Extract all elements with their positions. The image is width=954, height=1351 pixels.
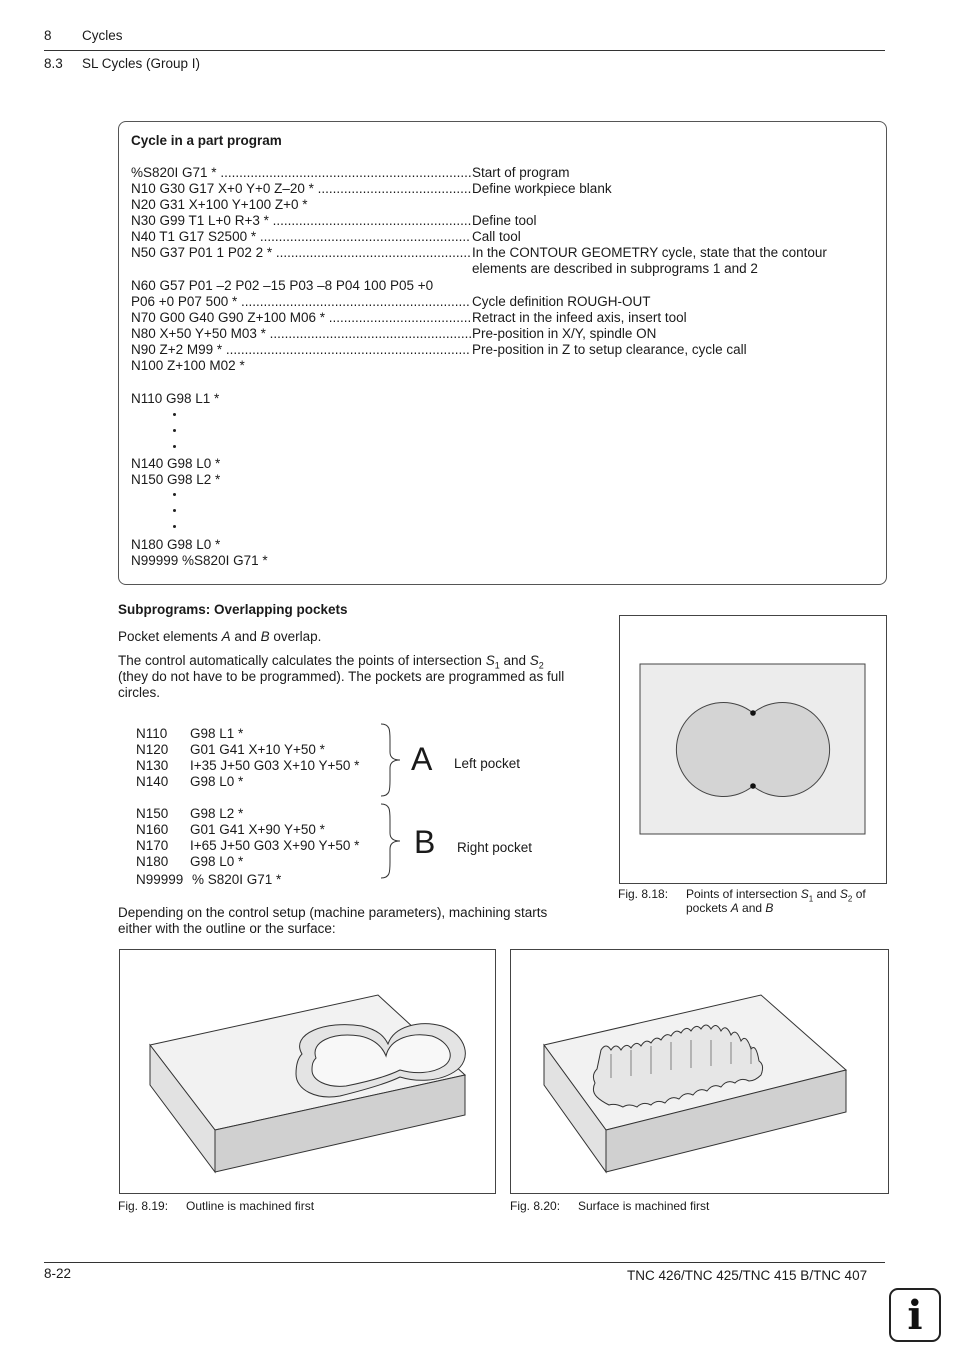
- chapter-number: 8: [44, 28, 52, 43]
- figure-caption-text: Surface is machined first: [578, 1199, 710, 1213]
- brace-a-icon: [378, 722, 408, 798]
- paragraph-intersection-line2: (they do not have to be programmed). The pockets are programmed as full: [118, 669, 565, 684]
- code-line: %S820I G71 * .....: [131, 165, 471, 181]
- section-number: 8.3: [44, 56, 63, 71]
- paragraph-machining-line2: either with the outline or the surface:: [118, 921, 336, 936]
- ellipsis-dot: [173, 429, 176, 432]
- code-line: N99999 %S820I G71 *: [131, 553, 268, 568]
- code-comment: Cycle definition ROUGH-OUT: [472, 294, 651, 309]
- surface-machined-diagram: [511, 950, 888, 1193]
- code-comment: Pre-position in X/Y, spindle ON: [472, 326, 657, 341]
- subprogram-line-code: G98 L2 *: [190, 806, 244, 821]
- subprogram-line-number: N120: [136, 742, 169, 757]
- code-line: N50 G37 P01 1 P02 2 * .....: [131, 245, 471, 261]
- subprogram-line-number: N140: [136, 774, 169, 789]
- subprogram-line-code: I+35 J+50 G03 X+10 Y+50 *: [190, 758, 360, 773]
- subprogram-line-number: N130: [136, 758, 169, 773]
- program-title: Cycle in a part program: [131, 133, 282, 148]
- figure-caption-text-line2: pockets A and B: [686, 901, 774, 915]
- paragraph-overlap: Pocket elements A and B overlap.: [118, 629, 322, 644]
- code-line: N140 G98 L0 *: [131, 456, 221, 471]
- subprogram-line-number: N160: [136, 822, 169, 837]
- chapter-title: Cycles: [82, 28, 123, 43]
- code-line: N30 G99 T1 L+0 R+3 * .....: [131, 213, 471, 229]
- figure-caption-text: Points of intersection $S_1$ and $S_2$ of: [686, 887, 866, 904]
- subprogram-line-code: I+65 J+50 G03 X+90 Y+50 *: [190, 838, 360, 853]
- subprogram-line-code: G98 L1 *: [190, 726, 244, 741]
- subprogram-line-number: N170: [136, 838, 169, 853]
- pocket-a-label: Left pocket: [454, 756, 521, 771]
- code-comment: In the CONTOUR GEOMETRY cycle, state that the contour: [472, 245, 827, 260]
- overlapping-pockets-diagram: [620, 616, 886, 883]
- outline-machined-diagram: [120, 950, 495, 1193]
- code-line: N90 Z+2 M99 * .....: [131, 342, 471, 358]
- footer-models: TNC 426/TNC 425/TNC 415 B/TNC 407: [627, 1268, 868, 1283]
- subprogram-line-code: G01 G41 X+90 Y+50 *: [190, 822, 325, 837]
- pocket-b-label: Right pocket: [457, 840, 533, 855]
- code-line: N40 T1 G17 S2500 * .....: [131, 229, 471, 245]
- code-comment: Define tool: [472, 213, 537, 228]
- code-comment: Start of program: [472, 165, 570, 180]
- code-line: N110 G98 L1 *: [131, 391, 220, 406]
- code-line: N60 G57 P01 –2 P02 –15 P03 –8 P04 100 P05 +0: [131, 278, 434, 293]
- code-comment: Retract in the infeed axis, insert tool: [472, 310, 687, 325]
- paragraph-intersection-line3: circles.: [118, 685, 161, 700]
- footer-rule: [44, 1262, 885, 1263]
- figure-8-20: [510, 949, 889, 1194]
- code-comment: elements are described in subprograms 1 and 2: [472, 261, 758, 276]
- code-comment: Define workpiece blank: [472, 181, 612, 196]
- figure-caption-number: Fig. 8.20:: [510, 1199, 561, 1213]
- subprogram-line-code: G01 G41 X+10 Y+50 *: [190, 742, 325, 757]
- subprograms-heading: Subprograms: Overlapping pockets: [118, 602, 348, 617]
- code-comment: Pre-position in Z to setup clearance, cycle call: [472, 342, 747, 357]
- ellipsis-dot: [173, 525, 176, 528]
- code-comment: Call tool: [472, 229, 521, 244]
- paragraph-intersection: The control automatically calculates the points of intersection $S_1$ and $S_2$: [118, 653, 544, 671]
- code-line: N70 G00 G40 G90 Z+100 M06 * .....: [131, 310, 471, 326]
- section-title: SL Cycles (Group I): [82, 56, 201, 71]
- figure-caption-number: Fig. 8.18:: [618, 887, 669, 901]
- figure-8-18: [619, 615, 887, 884]
- subprogram-line-code: G98 L0 *: [190, 854, 244, 869]
- pocket-b-letter: B: [414, 824, 436, 860]
- subprogram-line-number: N99999: [136, 872, 184, 887]
- pocket-a-letter: A: [411, 741, 433, 777]
- code-line: N150 G98 L2 *: [131, 472, 221, 487]
- subprogram-line-code: % S820I G71 *: [192, 872, 282, 887]
- subprogram-line-number: N150: [136, 806, 169, 821]
- figure-8-19: [119, 949, 496, 1194]
- info-icon: i: [889, 1288, 941, 1342]
- ellipsis-dot: [173, 509, 176, 512]
- figure-caption-number: Fig. 8.19:: [118, 1199, 169, 1213]
- ellipsis-dot: [173, 493, 176, 496]
- code-line: N100 Z+100 M02 *: [131, 358, 245, 373]
- code-line: N20 G31 X+100 Y+100 Z+0 *: [131, 197, 308, 212]
- code-line: N180 G98 L0 *: [131, 537, 221, 552]
- figure-caption-text: Outline is machined first: [186, 1199, 315, 1213]
- subprogram-line-code: G98 L0 *: [190, 774, 244, 789]
- brace-b-icon: [378, 802, 408, 880]
- code-line: P06 +0 P07 500 * .....: [131, 294, 471, 310]
- paragraph-machining: Depending on the control setup (machine parameters), machining starts: [118, 905, 548, 920]
- ellipsis-dot: [173, 413, 176, 416]
- header-rule: [44, 50, 885, 51]
- code-line: N10 G30 G17 X+0 Y+0 Z–20 * .....: [131, 181, 471, 197]
- subprogram-line-number: N180: [136, 854, 169, 869]
- ellipsis-dot: [173, 445, 176, 448]
- code-line: N80 X+50 Y+50 M03 * .....: [131, 326, 471, 342]
- subprogram-line-number: N110: [136, 726, 168, 741]
- page-number: 8-22: [44, 1266, 72, 1281]
